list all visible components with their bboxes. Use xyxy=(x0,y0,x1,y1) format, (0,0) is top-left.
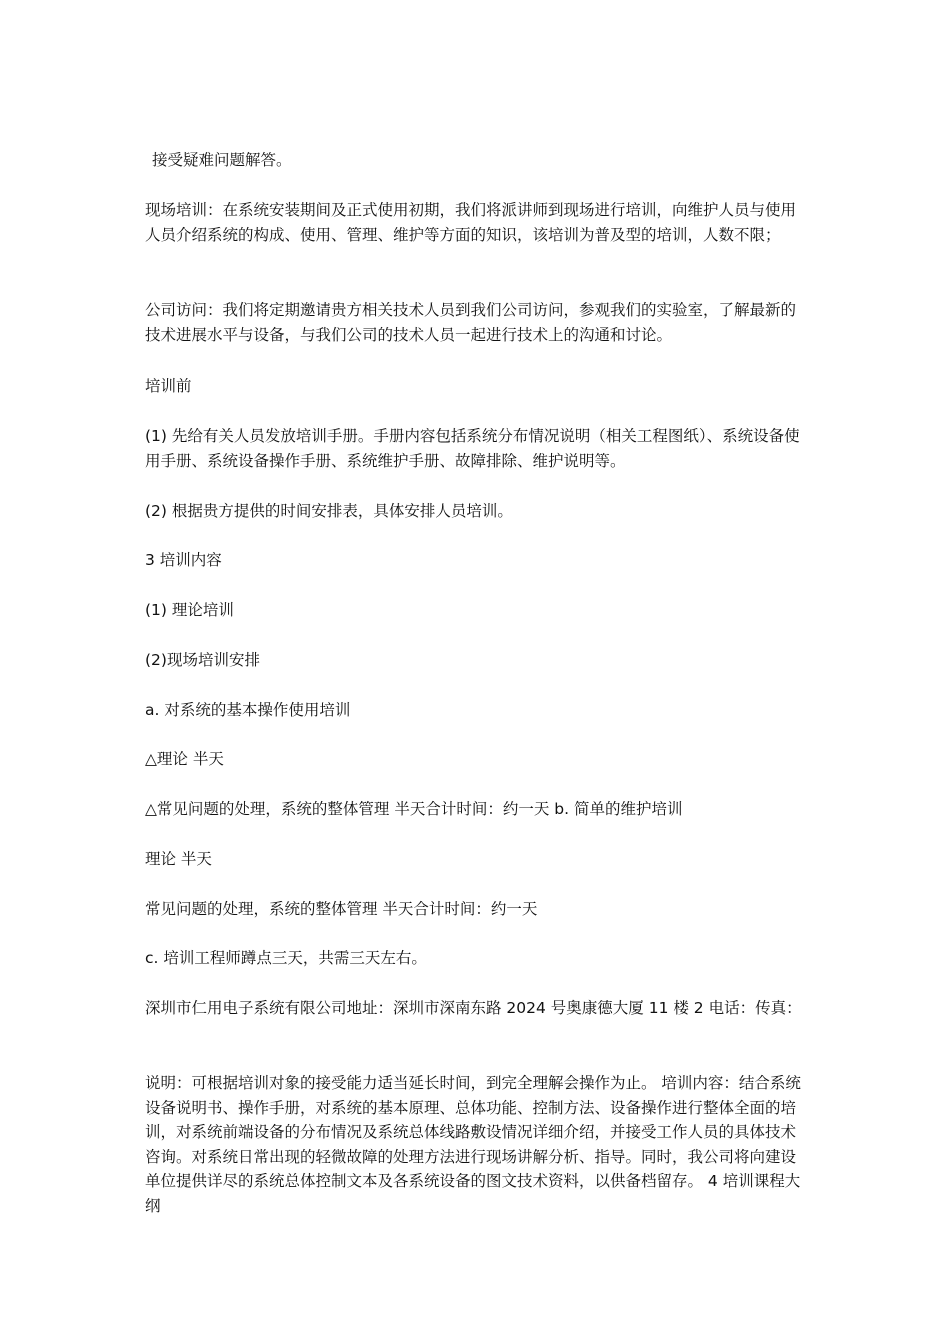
paragraph-notes: 说明：可根据培训对象的接受能力适当延长时间，到完全理解会操作为止。 培训内容：结合系统设备说明书、操作手册，对系统的基本原理、总体功能、控制方法、设备操作进行整体全面的培训，对系统前端设备的分布情况及系统总体线路敷设情况详细介绍，并接受工作人员的具体技术咨询。对系统日常出现的轻微故障的处理方法进行现场讲解分析、指导。同时，我公司将向建设单位提供详尽的系统总体控制文本及各系统设备的图文技术资料，以供备档留存。 4 培训课程大纲 xyxy=(145,1074,801,1215)
paragraph-answer-questions: 接受疑难问题解答。 xyxy=(152,151,292,169)
paragraph-item-a: a. 对系统的基本操作使用培训 xyxy=(145,701,351,719)
paragraph-onsite-arrangement: (2)现场培训安排 xyxy=(145,651,260,669)
paragraph-common-issues-b: △常见问题的处理，系统的整体管理 半天合计时间：约一天 b. 简单的维护培训 xyxy=(145,800,683,818)
paragraph-item-1-manual: (1) 先给有关人员发放培训手册。手册内容包括系统分布情况说明（相关工程图纸）、系统设备使用手册、系统设备操作手册、系统维护手册、故障排除、维护说明等。 xyxy=(145,427,800,470)
paragraph-theory-half-day-2: 理论 半天 xyxy=(145,850,212,868)
paragraph-before-training: 培训前 xyxy=(145,377,192,395)
paragraph-common-issues-2: 常见问题的处理，系统的整体管理 半天合计时间：约一天 xyxy=(145,900,538,918)
paragraph-item-c: c. 培训工程师蹲点三天，共需三天左右。 xyxy=(145,949,427,967)
paragraph-onsite-training: 现场培训：在系统安装期间及正式使用初期，我们将派讲师到现场进行培训，向维护人员与使用人员介绍系统的构成、使用、管理、维护等方面的知识，该培训为普及型的培训，人数不限； xyxy=(145,201,797,244)
paragraph-company-visit: 公司访问：我们将定期邀请贵方相关技术人员到我们公司访问，参观我们的实验室，了解最新的技术进展水平与设备，与我们公司的技术人员一起进行技术上的沟通和讨论。 xyxy=(145,301,797,344)
paragraph-item-2-schedule: (2) 根据贵方提供的时间安排表，具体安排人员培训。 xyxy=(145,502,513,520)
heading-training-content: 3 培训内容 xyxy=(145,551,222,569)
paragraph-theory-half-day: △理论 半天 xyxy=(145,750,224,768)
paragraph-company-address: 深圳市仁用电子系统有限公司地址：深圳市深南东路 2024 号奥康德大厦 11 楼 2 电话：传真： xyxy=(145,999,802,1017)
paragraph-theory-training: (1) 理论培训 xyxy=(145,601,234,619)
